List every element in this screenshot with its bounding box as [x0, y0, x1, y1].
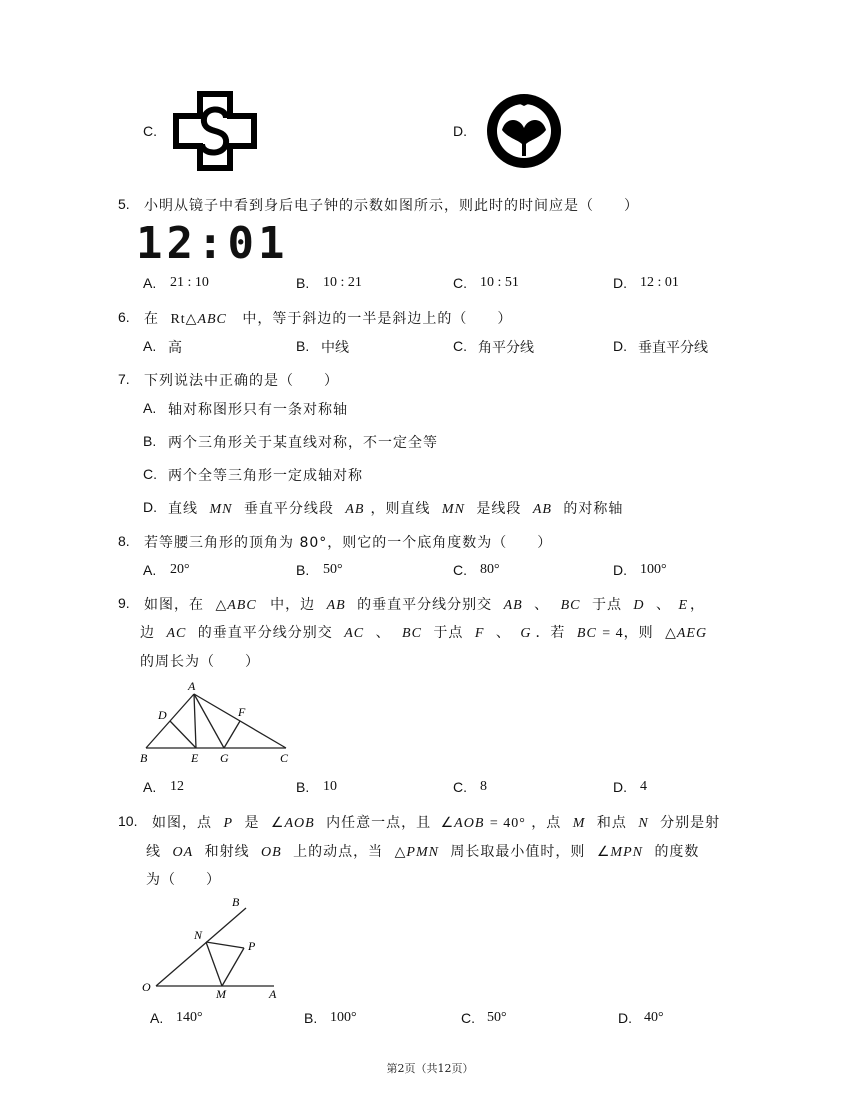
symbol-d-figure [482, 90, 566, 172]
q5-option-d-text: 12 : 01 [640, 275, 679, 290]
q9-point-e: E [678, 598, 689, 613]
q9-option-b-text: 10 [323, 779, 337, 794]
q10-text-part: 和点 [596, 815, 627, 831]
q9-option-c-text: 8 [480, 779, 487, 794]
q10-triangle-symbol: △ [394, 845, 407, 860]
q5-option-b-label[interactable]: B. [296, 275, 310, 291]
q8-option-a-text: 20° [170, 562, 190, 577]
q5-option-c-label[interactable]: C. [453, 275, 467, 291]
q6-option-d-label[interactable]: D. [613, 338, 627, 354]
q7-option-b-text: 两个三角形关于某直线对称，不一定全等 [168, 435, 438, 451]
q10-option-b-text: 100° [330, 1010, 357, 1025]
q10-oa: OA [172, 845, 194, 860]
q10-angle-symbol: ∠ [440, 816, 455, 831]
q9-text-part: ．若 [535, 625, 566, 641]
q6-option-a-label[interactable]: A. [143, 338, 157, 354]
q9-bc: BC [560, 598, 581, 613]
q10-option-b-label[interactable]: B. [304, 1010, 318, 1026]
q10-option-c-text: 50° [487, 1010, 507, 1025]
q8-option-d-text: 100° [640, 562, 667, 577]
q7-d-ab: AB [532, 502, 552, 517]
q8-option-d-label[interactable]: D. [613, 562, 627, 578]
q10-angle-symbol: ∠ [596, 845, 611, 860]
q5-option-c-text: 10 : 51 [480, 275, 519, 290]
q10-label-a: A [269, 987, 277, 1001]
q9-option-b-label[interactable]: B. [296, 779, 310, 795]
q5-clock-digits: 12:01 [136, 218, 289, 269]
q10-aob: AOB [454, 816, 485, 831]
q9-text-part: 于点 [433, 625, 464, 641]
q9-segment-fg [224, 721, 240, 748]
q10-label-n: N [194, 928, 203, 942]
q10-text-part: 如图，点 [152, 815, 212, 831]
q9-ab: AB [503, 598, 523, 613]
q9-label-b: B [140, 751, 148, 765]
q6-abc: ABC [197, 312, 227, 327]
q6-option-b-label[interactable]: B. [296, 338, 310, 354]
q10-pmn: PMN [406, 845, 439, 860]
q6-rt: Rt△ [170, 312, 198, 327]
q7-d-part: 的对称轴 [563, 501, 624, 517]
q10-text-part: 的度数 [654, 844, 700, 860]
q9-text-part: 、 [375, 625, 391, 641]
q6-option-a-text: 高 [168, 340, 182, 356]
q8-option-c-label[interactable]: C. [453, 562, 467, 578]
q10-number: 10. [118, 813, 138, 829]
q9-text-part: 如图，在 [144, 597, 204, 613]
q10-option-a-label[interactable]: A. [150, 1010, 164, 1026]
q10-line-2 [146, 841, 699, 861]
option-c-label: C. [143, 123, 157, 139]
q10-point-n: N [638, 816, 649, 831]
q9-option-d-label[interactable]: D. [613, 779, 627, 795]
q9-text-part: 边 [140, 625, 155, 641]
q9-text-part: 于点 [591, 597, 622, 613]
q10-ob: OB [261, 845, 282, 860]
q9-triangle-figure [136, 676, 300, 766]
q6-option-b-text: 中线 [321, 340, 349, 356]
q10-text-part: 线 [146, 844, 161, 860]
q7-d-part: ，则直线 [370, 501, 431, 517]
q6-text [144, 308, 512, 328]
q5-number: 5. [118, 196, 130, 212]
q9-triangle-symbol: △ [665, 626, 677, 641]
q7-number: 7. [118, 371, 130, 387]
q9-text-part: 的垂直平分线分别交 [357, 597, 493, 613]
q9-label-g: G [220, 751, 229, 765]
q10-label-b: B [232, 895, 240, 909]
q5-text: 小明从镜子中看到身后电子钟的示数如图所示，则此时的时间应是（ ） [144, 198, 639, 214]
q9-option-a-label[interactable]: A. [143, 779, 157, 795]
q8-option-b-label[interactable]: B. [296, 562, 310, 578]
q9-bc: BC [576, 626, 597, 641]
q9-text-part: 的垂直平分线分别交 [197, 625, 333, 641]
q9-text-part: 中，边 [270, 597, 316, 613]
q9-line-3: 的周长为（ ） [140, 654, 260, 670]
q10-ray-ob [156, 908, 246, 986]
q5-option-b-text: 10 : 21 [323, 275, 362, 290]
q9-text-part: 、 [656, 597, 671, 613]
q10-equals: = 40° [489, 816, 526, 831]
q5-mirror-clock [136, 218, 289, 269]
q7-d-part: 是线段 [476, 501, 522, 517]
q10-text-part: 周长取最小值时，则 [450, 844, 586, 860]
q10-option-d-text: 40° [644, 1010, 664, 1025]
q7-option-c-text: 两个全等三角形一定成轴对称 [168, 468, 363, 484]
q10-point-p: P [223, 816, 234, 831]
q7-d-ab: AB [345, 502, 365, 517]
q9-text-part: ，则 [623, 625, 654, 641]
q8-option-a-label[interactable]: A. [143, 562, 157, 578]
option-d-label: D. [453, 123, 467, 139]
q7-option-d-text [168, 498, 623, 518]
q7-option-a-text: 轴对称图形只有一条对称轴 [168, 402, 348, 418]
q7-d-part: 直线 [168, 501, 198, 517]
page-footer [0, 1060, 860, 1076]
q9-point-g: G [520, 626, 532, 641]
q5-option-a-label[interactable]: A. [143, 275, 157, 291]
q10-label-o: O [142, 980, 151, 994]
q9-option-c-label[interactable]: C. [453, 779, 467, 795]
q9-option-d-text: 4 [640, 779, 647, 794]
q9-label-c: C [280, 751, 289, 765]
q9-line-1 [144, 594, 705, 614]
q6-option-c-text: 角平分线 [478, 340, 534, 356]
symbol-c-figure [172, 90, 258, 172]
q9-label-a: A [188, 679, 196, 693]
q6-option-d-text: 垂直平分线 [638, 340, 708, 356]
q9-ac: AC [166, 626, 187, 641]
q9-segment-de [170, 721, 196, 748]
q9-bc: BC [402, 626, 422, 641]
q5-option-a-text: 21 : 10 [170, 275, 209, 290]
q7-option-c-label[interactable]: C. [143, 466, 157, 482]
q8-text: 若等腰三角形的顶角为 80°，则它的一个底角度数为（ ） [144, 535, 553, 551]
q9-number: 9. [118, 595, 130, 611]
q10-option-d-label[interactable]: D. [618, 1010, 632, 1026]
q10-text-part: 和射线 [204, 844, 250, 860]
q7-option-d-label[interactable]: D. [143, 499, 157, 515]
q6-text-post: 中，等于斜边的一半是斜边上的（ ） [242, 311, 513, 327]
q10-line-3: 为（ ） [146, 872, 221, 888]
q10-label-p: P [248, 939, 256, 953]
q9-triangle-symbol: △ [215, 598, 228, 613]
q7-option-b-label[interactable]: B. [143, 433, 157, 449]
q8-number: 8. [118, 533, 130, 549]
q5-option-d-label[interactable]: D. [613, 275, 627, 291]
q9-text-part: 、 [534, 597, 550, 613]
q6-text-pre: 在 [144, 311, 159, 327]
q10-segment-nm [206, 942, 222, 986]
q10-line-1 [152, 812, 720, 832]
q9-label-e: E [191, 751, 199, 765]
q10-option-c-label[interactable]: C. [461, 1010, 475, 1026]
q9-text-part: ， [690, 597, 706, 613]
q8-option-c-text: 80° [480, 562, 500, 577]
q9-ac: AC [344, 626, 365, 641]
q10-text-part: 分别是射 [660, 815, 721, 831]
q6-number: 6. [118, 309, 130, 325]
q10-point-m: M [572, 816, 586, 831]
q9-option-a-text: 12 [170, 779, 184, 794]
q7-d-part: 垂直平分线段 [243, 501, 334, 517]
q10-text-part: 内任意一点，且 [326, 815, 432, 831]
q9-point-d: D [633, 598, 645, 613]
q10-mpn: MPN [610, 845, 643, 860]
q10-text-part: 上的动点，当 [293, 844, 384, 860]
q7-d-mn: MN [441, 502, 465, 517]
q10-text-part: ，点 [531, 815, 562, 831]
q9-label-f: F [238, 705, 246, 719]
q9-segment-ae [194, 694, 196, 748]
q10-label-m: M [216, 987, 226, 1001]
q9-point-f: F [474, 626, 485, 641]
q7-option-a-label[interactable]: A. [143, 400, 157, 416]
q9-line-2 [140, 622, 707, 642]
q10-angle-figure [136, 892, 286, 1002]
q9-abc: ABC [227, 598, 257, 613]
q9-aeg: AEG [676, 626, 708, 641]
q9-text-part: 、 [495, 625, 511, 641]
q9-equals: = 4 [602, 626, 624, 641]
q7-d-mn: MN [209, 502, 233, 517]
q8-option-b-text: 50° [323, 562, 343, 577]
page-number: 第2页（共12页） [386, 1062, 474, 1075]
q10-aob: AOB [284, 816, 315, 831]
q9-ab: AB [326, 598, 346, 613]
q10-segment-np [206, 942, 244, 948]
q10-angle-symbol: ∠ [270, 816, 285, 831]
q10-option-a-text: 140° [176, 1010, 203, 1025]
q10-segment-pm [222, 948, 244, 986]
q6-option-c-label[interactable]: C. [453, 338, 467, 354]
q9-label-d: D [158, 708, 167, 722]
q7-text: 下列说法中正确的是（ ） [144, 373, 339, 389]
q10-text-part: 是 [244, 815, 260, 831]
